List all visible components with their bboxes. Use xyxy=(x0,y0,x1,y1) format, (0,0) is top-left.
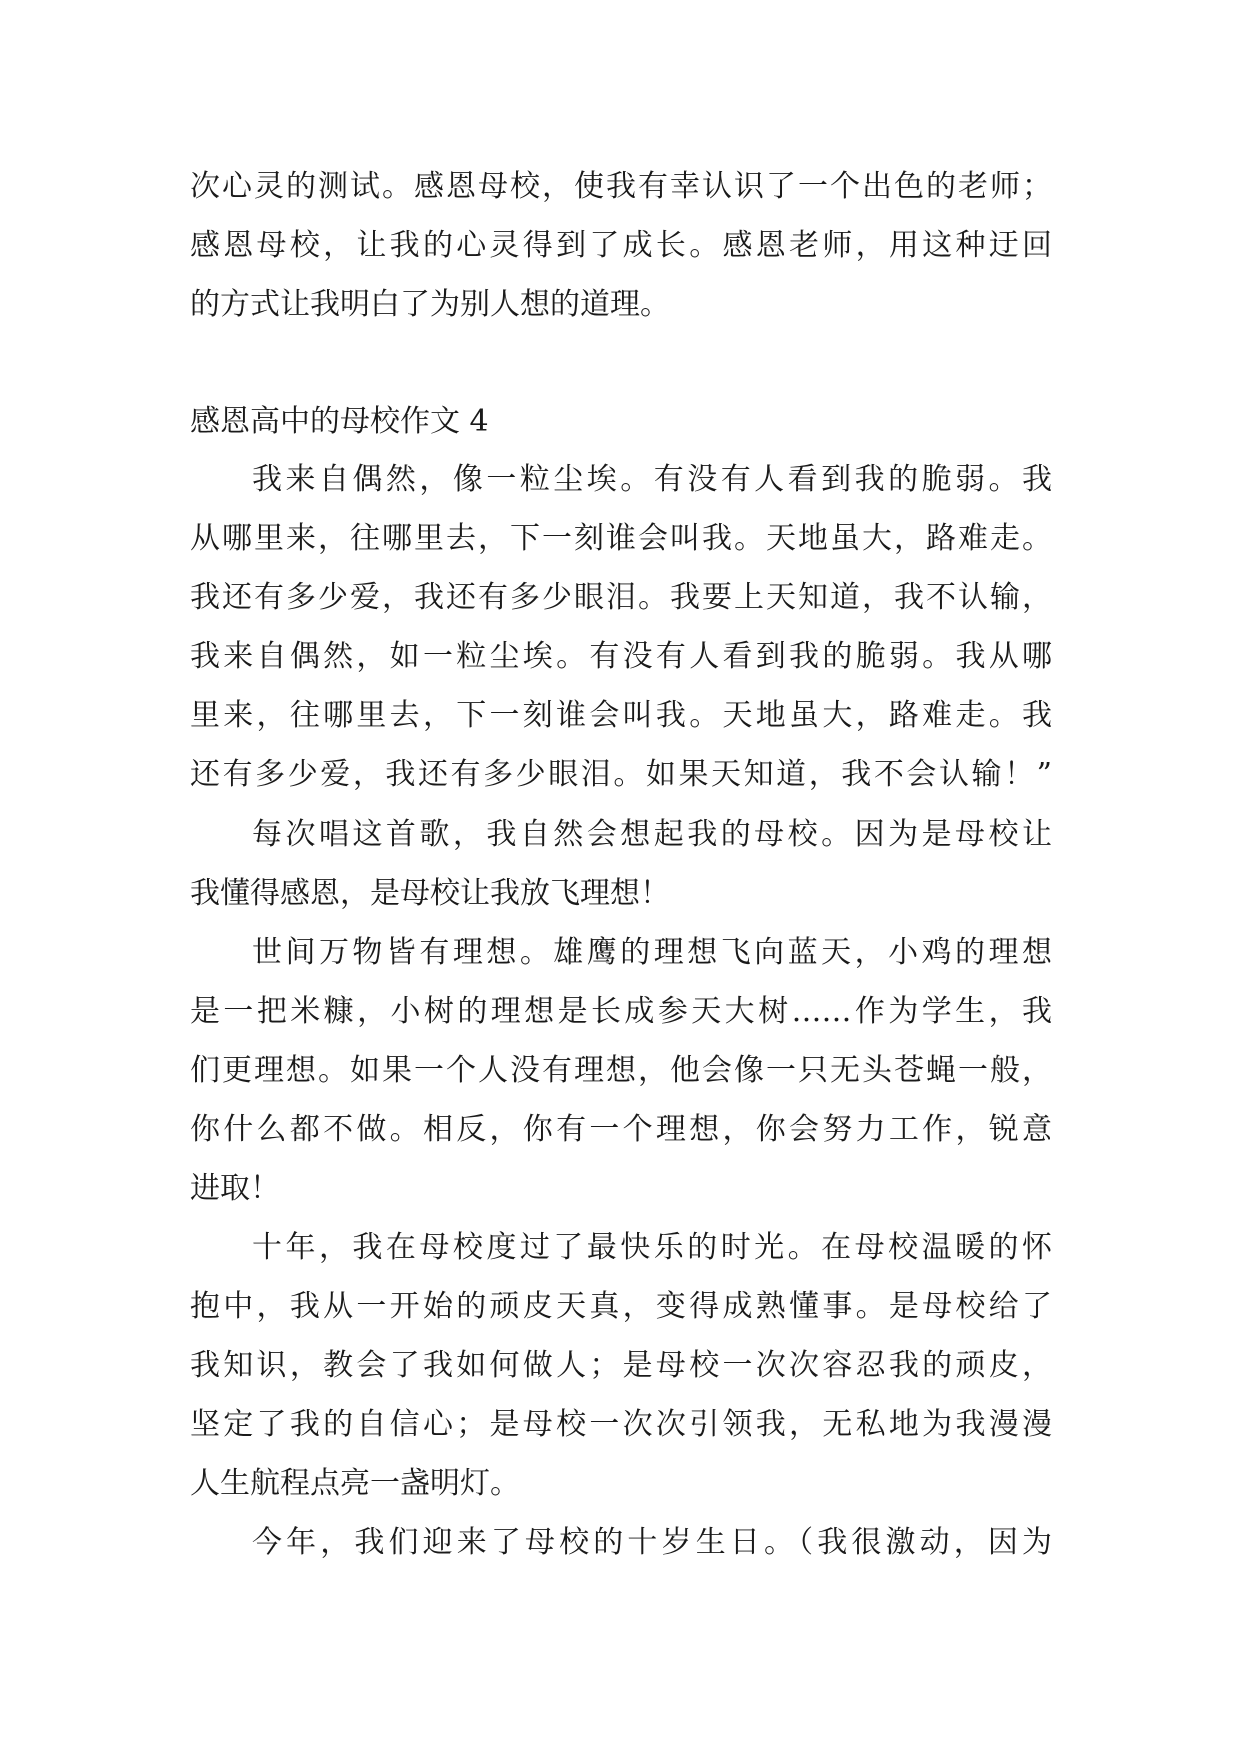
paragraph-line: 进取！ xyxy=(190,1171,280,1206)
paragraph-line: 我来自偶然，像一粒尘埃。有没有人看到我的脆弱。我 xyxy=(252,462,1052,497)
paragraph-line: 是一把米糠，小树的理想是长成参天大树……作为学生，我 xyxy=(190,994,1052,1029)
intro-line: 次心灵的测试。感恩母校，使我有幸认识了一个出色的老师； xyxy=(190,169,1052,204)
paragraph-line: 今年，我们迎来了母校的十岁生日。（我很激动，因为 xyxy=(252,1525,1052,1560)
paragraph-line: 抱中，我从一开始的顽皮天真，变得成熟懂事。是母校给了 xyxy=(190,1289,1052,1324)
paragraph-line: 还有多少爱，我还有多少眼泪。如果天知道，我不会认输！” xyxy=(190,757,1052,792)
intro-line: 的方式让我明白了为别人想的道理。 xyxy=(190,287,670,322)
paragraph-line: 坚定了我的自信心；是母校一次次引领我，无私地为我漫漫 xyxy=(190,1407,1052,1442)
paragraph-line: 世间万物皆有理想。雄鹰的理想飞向蓝天，小鸡的理想 xyxy=(252,935,1052,970)
paragraph-line: 我来自偶然，如一粒尘埃。有没有人看到我的脆弱。我从哪 xyxy=(190,639,1052,674)
paragraph-line: 每次唱这首歌，我自然会想起我的母校。因为是母校让 xyxy=(252,817,1052,852)
paragraph-line: 人生航程点亮一盏明灯。 xyxy=(190,1466,520,1501)
paragraph-line: 十年，我在母校度过了最快乐的时光。在母校温暖的怀 xyxy=(252,1230,1052,1265)
section-heading: 感恩高中的母校作文 4 xyxy=(190,404,489,439)
paragraph-line: 们更理想。如果一个人没有理想，他会像一只无头苍蝇一般， xyxy=(190,1053,1052,1088)
paragraph-line: 你什么都不做。相反，你有一个理想，你会努力工作，锐意 xyxy=(190,1112,1052,1147)
paragraph-line: 我知识，教会了我如何做人；是母校一次次容忍我的顽皮， xyxy=(190,1348,1052,1383)
paragraph-line: 我还有多少爱，我还有多少眼泪。我要上天知道，我不认输， xyxy=(190,580,1052,615)
paragraph-line: 里来，往哪里去，下一刻谁会叫我。天地虽大，路难走。我 xyxy=(190,698,1052,733)
paragraph-line: 我懂得感恩，是母校让我放飞理想！ xyxy=(190,876,670,911)
intro-line: 感恩母校，让我的心灵得到了成长。感恩老师，用这种迂回 xyxy=(190,228,1052,263)
paragraph-line: 从哪里来，往哪里去，下一刻谁会叫我。天地虽大，路难走。 xyxy=(190,521,1052,556)
